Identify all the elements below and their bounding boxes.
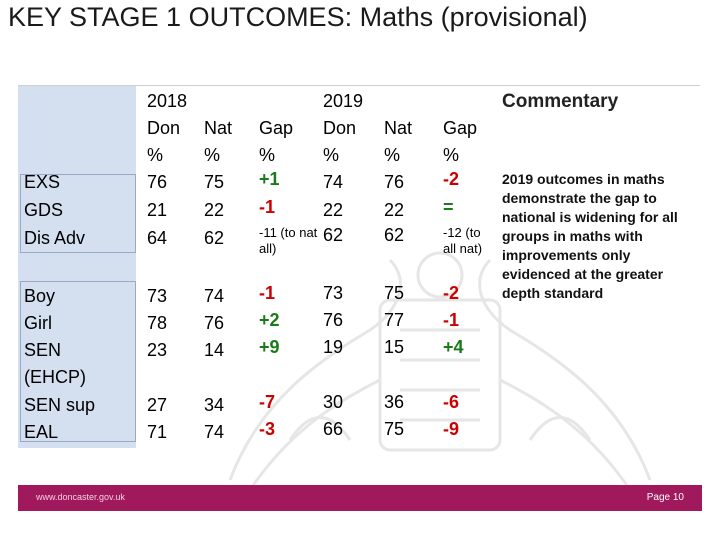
cell-don2018: 76: [147, 172, 168, 192]
row-label-exs: EXS: [24, 172, 61, 192]
cell-gap2018: -7: [259, 392, 276, 412]
cell-don2019: 76: [323, 310, 344, 330]
cell-don2018: 21: [147, 200, 168, 220]
cell-nat2019: 75: [384, 419, 405, 439]
footer-url[interactable]: www.doncaster.gov.uk: [36, 492, 125, 502]
cell-nat2018: 22: [204, 200, 225, 220]
row-label-gds: GDS: [24, 200, 64, 220]
cell-gap2019: -6: [443, 392, 460, 412]
cell-gap2018-note: -11 (to nat all): [259, 225, 318, 256]
header-2018: 2018: [147, 91, 188, 111]
header-don-2019: Don: [323, 118, 357, 138]
row-label-sen-ehcp: SEN (EHCP): [24, 340, 86, 387]
outcomes-table: [18, 85, 700, 447]
cell-nat2018: 76: [204, 313, 225, 333]
cell-gap2019: +4: [443, 337, 464, 357]
row-label-boy: Boy: [24, 286, 56, 306]
cell-don2019: 74: [323, 172, 344, 192]
header-don-2018: Don: [147, 118, 181, 138]
cell-gap2018: +2: [259, 310, 280, 330]
header-pct-6: %: [443, 145, 460, 165]
cell-don2018: 23: [147, 340, 168, 360]
header-pct-5: %: [384, 145, 401, 165]
cell-gap2019-note: -12 (to all nat): [443, 225, 483, 256]
cell-don2019: 62: [323, 225, 344, 245]
cell-don2018: 71: [147, 422, 168, 442]
footer-bar: [18, 485, 702, 511]
cell-nat2019: 76: [384, 172, 405, 192]
cell-don2019: 22: [323, 200, 344, 220]
header-nat-2019: Nat: [384, 118, 413, 138]
cell-don2018: 27: [147, 395, 168, 415]
cell-nat2018: 75: [204, 172, 225, 192]
header-pct-3: %: [259, 145, 276, 165]
row-label-eal: EAL: [24, 422, 59, 442]
page-number: Page 10: [646, 492, 684, 503]
page-title: KEY STAGE 1 OUTCOMES: Maths (provisional): [8, 2, 588, 32]
cell-gap2019: -2: [443, 283, 460, 303]
cell-gap2019: -1: [443, 310, 460, 330]
cell-nat2019: 77: [384, 310, 405, 330]
cell-gap2019: -9: [443, 419, 460, 439]
cell-nat2019: 36: [384, 392, 405, 412]
cell-nat2019: 62: [384, 225, 405, 245]
cell-don2018: 78: [147, 313, 168, 333]
cell-gap2018: -1: [259, 197, 276, 217]
cell-don2018: 64: [147, 228, 168, 248]
cell-gap2018: +1: [259, 169, 280, 189]
cell-gap2019: -2: [443, 169, 460, 189]
cell-gap2019: =: [443, 197, 454, 217]
cell-gap2018: +9: [259, 337, 280, 357]
cell-gap2018: -1: [259, 283, 276, 303]
cell-nat2019: 75: [384, 283, 405, 303]
cell-nat2019: 22: [384, 200, 405, 220]
cell-nat2018: 34: [204, 395, 225, 415]
cell-nat2018: 14: [204, 340, 225, 360]
header-pct-2: %: [204, 145, 221, 165]
cell-don2018: 73: [147, 286, 168, 306]
cell-nat2018: 74: [204, 422, 225, 442]
row-label-sen-sup: SEN sup: [24, 395, 96, 415]
header-pct-4: %: [323, 145, 340, 165]
row-label-dis-adv: Dis Adv: [24, 228, 86, 248]
cell-don2019: 19: [323, 337, 344, 357]
cell-gap2018: -3: [259, 419, 276, 439]
cell-don2019: 30: [323, 392, 344, 412]
header-gap-2018: Gap: [259, 118, 294, 138]
cell-nat2018: 62: [204, 228, 225, 248]
header-2019: 2019: [323, 91, 364, 111]
header-nat-2018: Nat: [204, 118, 233, 138]
header-gap-2019: Gap: [443, 118, 478, 138]
cell-don2019: 66: [323, 419, 344, 439]
cell-nat2018: 74: [204, 286, 225, 306]
commentary-text: 2019 outcomes in maths demonstrate the gap to national is widening for all groups in maths with improvements only evidenced at the greater depth standard: [502, 171, 678, 301]
header-commentary: Commentary: [502, 91, 619, 112]
header-pct-1: %: [147, 145, 164, 165]
row-label-girl: Girl: [24, 313, 52, 333]
cell-don2019: 73: [323, 283, 344, 303]
cell-nat2019: 15: [384, 337, 405, 357]
